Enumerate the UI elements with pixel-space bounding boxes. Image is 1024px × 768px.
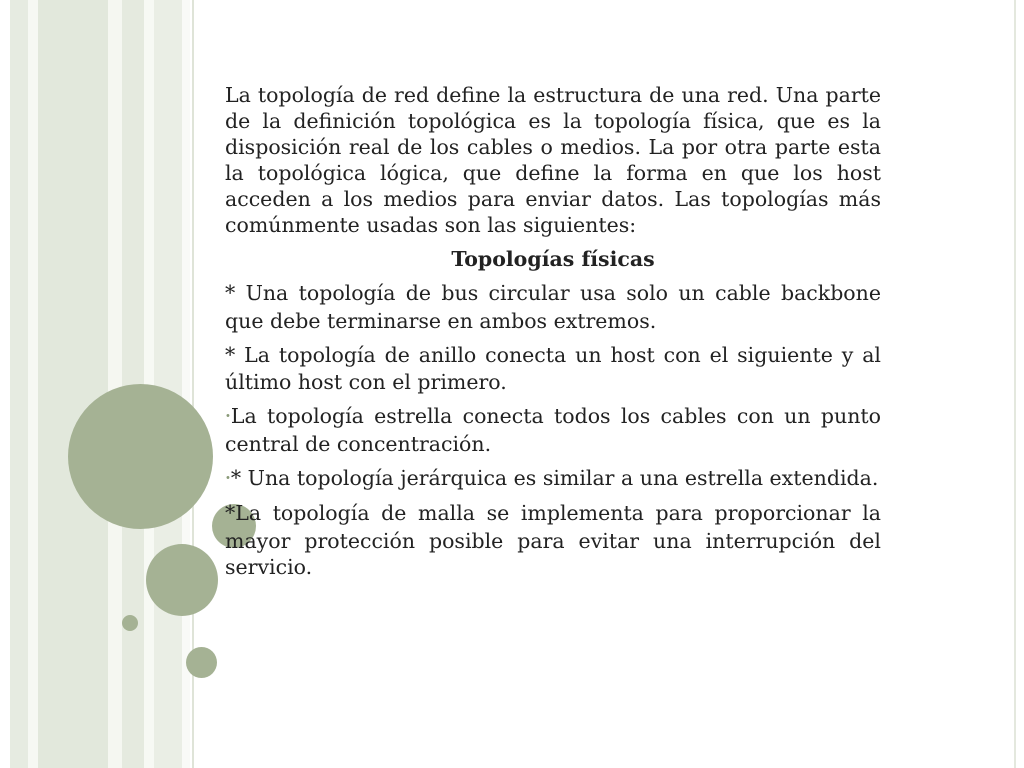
- list-item: [225, 403, 881, 457]
- list-item: [225, 280, 881, 334]
- decor-circle-large: [68, 384, 213, 529]
- decor-stripe: [108, 0, 122, 768]
- list-item-text: * Una topología jerárquica es similar a una estrella extendida.: [230, 465, 879, 490]
- decor-stripe: [38, 0, 108, 768]
- list-item-text: *La topología de malla se implementa para proporcionar la mayor protección posible para evitar una interrupción del servicio.: [225, 501, 881, 579]
- decor-divider: [1014, 0, 1016, 768]
- decor-circle-medium: [146, 544, 218, 616]
- bullet-icon: •: [225, 473, 231, 484]
- decor-stripe: [28, 0, 38, 768]
- list-item: [225, 465, 881, 493]
- section-heading: Topologías físicas: [451, 247, 655, 271]
- decor-stripe: [10, 0, 28, 768]
- decor-circle-tiny: [122, 615, 138, 631]
- decor-circle-small: [186, 647, 217, 678]
- decor-stripe: [0, 0, 10, 768]
- list-item: [225, 500, 881, 580]
- intro-paragraph: La topología de red define la estructura de una red. Una parte de la definición topológica es la topología física, que es la disposición real de los cables o medios. La por otra parte esta la topológica lógica, que define la forma en que los host acceden a los medios para enviar datos. Las topologías más comúnmente usadas son las siguientes:: [225, 83, 881, 237]
- decor-stripe: [154, 0, 182, 768]
- slide-content: [225, 82, 881, 588]
- list-item-text: * La topología de anillo conecta un host con el siguiente y al último host con el primero.: [225, 342, 881, 394]
- list-item: [225, 342, 881, 396]
- bullet-icon: •: [225, 411, 231, 423]
- list-item-text: * Una topología de bus circular usa solo un cable backbone que debe terminarse en ambos extremos.: [225, 281, 881, 333]
- list-item-text: La topología estrella conecta todos los cables con un punto central de concentración.: [225, 404, 881, 456]
